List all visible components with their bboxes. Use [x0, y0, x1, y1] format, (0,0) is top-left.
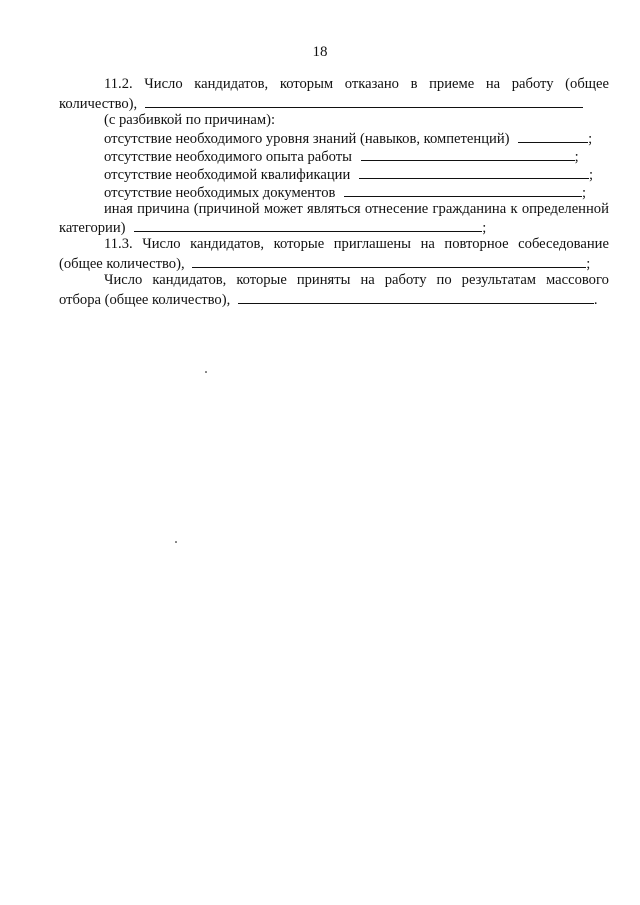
section-11-2-heading [104, 76, 609, 94]
reason-end: ; [574, 149, 579, 166]
other-reason-blank-field[interactable] [134, 218, 482, 232]
reason-blank-field[interactable] [518, 129, 588, 143]
word: которым [279, 76, 334, 92]
other-reason-heading [104, 201, 609, 219]
word: причина [137, 200, 190, 217]
reason-label: отсутствие необходимого опыта работы [104, 149, 352, 166]
section-11-3-heading [104, 236, 609, 254]
word: в [410, 76, 418, 92]
word: Число [104, 271, 143, 288]
word: кандидатов, [194, 76, 269, 92]
word: приглашены [333, 236, 411, 253]
word: 11.3. [104, 236, 133, 253]
word: приняты [296, 271, 351, 288]
reason-label: отсутствие необходимой квалификации [104, 166, 351, 183]
word: которые [236, 271, 287, 288]
invited-total-blank-field[interactable] [192, 254, 586, 268]
hired-total-blank-field[interactable] [238, 290, 594, 304]
total-blank-field[interactable] [145, 94, 583, 108]
reason-documents [104, 183, 640, 201]
reason-end: ; [588, 166, 594, 183]
invited-total-label: (общее количество), [59, 255, 185, 272]
other-reason-line [59, 218, 640, 236]
hired-heading [104, 272, 609, 290]
document-body [0, 76, 640, 307]
word: по [436, 271, 452, 288]
breakdown-intro-text: (с разбивкой по причинам): [104, 111, 276, 128]
word: являться [307, 200, 361, 217]
scan-speck [205, 371, 207, 373]
reason-knowledge [104, 129, 640, 147]
reason-blank-field[interactable] [361, 147, 575, 161]
word: к [510, 200, 518, 217]
scan-speck [175, 541, 177, 543]
invited-total-end: ; [586, 255, 591, 272]
reason-blank-field[interactable] [344, 183, 582, 197]
word: работу [384, 271, 427, 288]
word: собеседование [518, 236, 609, 253]
reason-end: ; [582, 184, 587, 201]
reason-qualification [104, 165, 640, 183]
hired-total-line [59, 290, 640, 308]
hired-total-label: отбора (общее количество), [59, 291, 231, 308]
page-number: 18 [312, 44, 328, 60]
word: повторное [444, 236, 509, 253]
word: 11.2. [104, 76, 133, 92]
word: отнесение [364, 200, 429, 217]
reason-end: ; [588, 131, 593, 148]
other-reason-end: ; [482, 220, 487, 237]
reason-blank-field[interactable] [359, 165, 589, 179]
word: работу [511, 76, 554, 92]
section-11-3-total-line [59, 254, 640, 272]
word: гражданина [432, 200, 507, 217]
word: массового [546, 271, 609, 288]
word: которые [273, 236, 325, 253]
word: Число [142, 236, 181, 253]
word: результатам [461, 271, 537, 288]
reason-label: отсутствие необходимых документов [104, 184, 336, 201]
word: отказано [344, 76, 399, 92]
word: на [360, 271, 375, 288]
total-label: количество), [59, 95, 138, 112]
hired-total-end: . [593, 291, 598, 308]
breakdown-intro [104, 112, 640, 130]
word: кандидатов, [190, 236, 265, 253]
word: Число [144, 76, 183, 92]
word: на [485, 76, 501, 92]
word: определенной [521, 200, 609, 217]
word: на [420, 236, 435, 253]
word: иная [104, 200, 133, 217]
word: может [263, 200, 303, 217]
reason-experience [104, 147, 640, 165]
reason-label: отсутствие необходимого уровня знаний (навыков, компетенций) [104, 131, 510, 148]
other-reason-label: категории) [59, 220, 126, 237]
word: (причиной [193, 200, 260, 217]
section-11-2-total-line [59, 94, 640, 112]
word: приеме [429, 76, 475, 92]
word: (общее [565, 76, 609, 92]
word: кандидатов, [152, 271, 227, 288]
